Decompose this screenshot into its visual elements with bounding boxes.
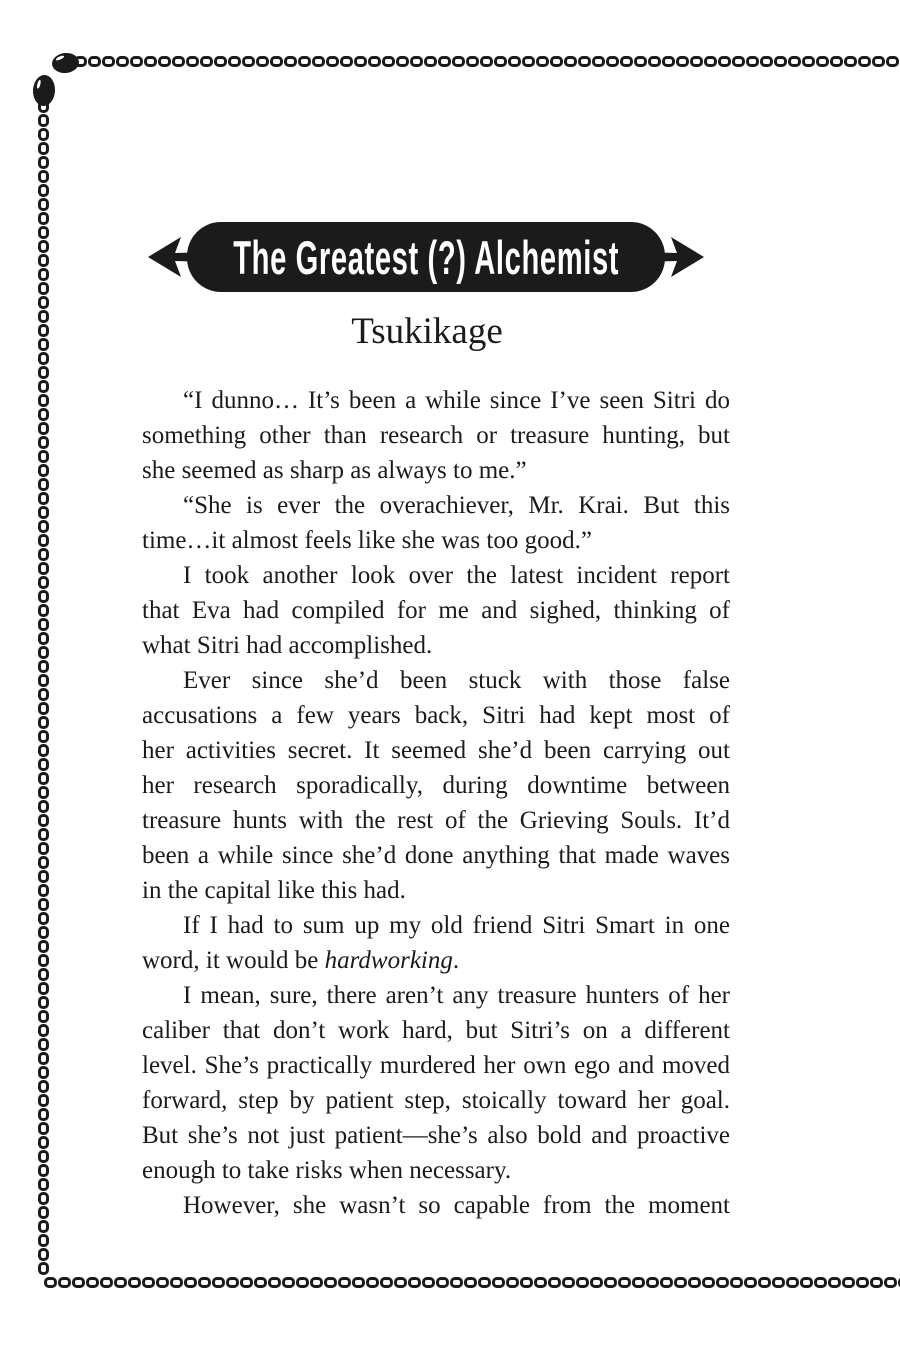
chain-link	[662, 56, 675, 67]
chain-link	[800, 1277, 813, 1288]
chain-link	[156, 1277, 169, 1288]
text-line: word, it would be hardworking.	[142, 947, 460, 974]
chain-link	[550, 56, 563, 67]
chain-link	[648, 56, 661, 67]
chain-link	[226, 1277, 239, 1288]
chain-link	[38, 1094, 49, 1107]
chain-link	[438, 56, 451, 67]
chain-link	[38, 184, 49, 197]
chain-link	[38, 506, 49, 519]
text-line: But she’s not just patient—she’s also bold and proactive	[142, 1122, 730, 1149]
chain-link	[38, 716, 49, 729]
chain-link	[326, 56, 339, 67]
chain-link	[38, 1178, 49, 1191]
chain-link	[38, 268, 49, 281]
chain-link	[38, 296, 49, 309]
chain-link	[758, 1277, 771, 1288]
text-line: something other than research or treasure hunting, but	[142, 422, 730, 449]
chain-link	[632, 1277, 645, 1288]
chain-link	[660, 1277, 673, 1288]
chain-link	[38, 450, 49, 463]
chain-link	[282, 1277, 295, 1288]
chain-link	[38, 128, 49, 141]
text-line: forward, step by patient step, stoically toward her goal.	[142, 1087, 730, 1114]
chain-link	[38, 604, 49, 617]
chain-link	[802, 56, 815, 67]
chain-link	[38, 240, 49, 253]
chain-link	[198, 1277, 211, 1288]
chain-link	[842, 1277, 855, 1288]
chain-link	[38, 674, 49, 687]
text-line: accusations a few years back, Sitri had kept most of	[142, 702, 730, 729]
chain-link	[242, 56, 255, 67]
chain-link	[352, 1277, 365, 1288]
chain-link	[620, 56, 633, 67]
chain-link	[744, 1277, 757, 1288]
chain-link	[298, 56, 311, 67]
chain-link	[746, 56, 759, 67]
chain-link	[158, 56, 171, 67]
chain-link	[38, 1164, 49, 1177]
chain-link	[38, 912, 49, 925]
chain-link	[786, 1277, 799, 1288]
chain-link	[38, 156, 49, 169]
chain-link	[340, 56, 353, 67]
chain-link	[562, 1277, 575, 1288]
chain-link	[592, 56, 605, 67]
text-line: time…it almost feels like she was too good.”	[142, 527, 592, 554]
chain-link	[58, 1277, 71, 1288]
chain-link	[590, 1277, 603, 1288]
chain-link	[38, 856, 49, 869]
chain-link	[816, 56, 829, 67]
body-text	[142, 383, 730, 1223]
chain-link	[268, 1277, 281, 1288]
chain-link	[38, 492, 49, 505]
chain-link	[38, 254, 49, 267]
chain-link	[38, 632, 49, 645]
chain-link	[212, 1277, 225, 1288]
chain-link	[74, 56, 87, 67]
chain-link	[186, 56, 199, 67]
chain-link	[38, 478, 49, 491]
chain-link	[38, 1024, 49, 1037]
chain-link	[38, 352, 49, 365]
chain-link	[38, 1038, 49, 1051]
chain-link	[730, 1277, 743, 1288]
chain-link	[254, 1277, 267, 1288]
chain-link	[576, 1277, 589, 1288]
chain-link	[200, 56, 213, 67]
chain-link	[310, 1277, 323, 1288]
chain-link	[72, 1277, 85, 1288]
chain-link	[548, 1277, 561, 1288]
text-line: in the capital like this had.	[142, 877, 406, 904]
chapter-title: The Greatest (?) Alchemist	[233, 230, 619, 284]
chain-link	[38, 534, 49, 547]
chain-link	[506, 1277, 519, 1288]
chain-link	[870, 1277, 883, 1288]
text-line: However, she wasn’t so capable from the moment	[183, 1192, 730, 1219]
chain-link	[38, 954, 49, 967]
text-line: I took another look over the latest incident report	[183, 562, 730, 589]
chain-link	[270, 56, 283, 67]
chain-link	[646, 1277, 659, 1288]
chain-link	[450, 1277, 463, 1288]
chain-link	[788, 56, 801, 67]
chain-link	[38, 464, 49, 477]
chain-link	[128, 1277, 141, 1288]
chain-link	[38, 786, 49, 799]
chain-link	[38, 842, 49, 855]
text-line: been a while since she’d done anything that made waves	[142, 842, 730, 869]
section-subtitle: Tsukikage	[351, 311, 503, 352]
chain-link	[38, 870, 49, 883]
chain-link	[38, 660, 49, 673]
chain-link	[382, 56, 395, 67]
chain-link	[718, 56, 731, 67]
text-line: “She is ever the overachiever, Mr. Krai. But this	[183, 492, 730, 519]
chain-link	[886, 56, 899, 67]
chain-link	[38, 926, 49, 939]
chain-link	[354, 56, 367, 67]
chain-link	[492, 1277, 505, 1288]
chain-link	[38, 618, 49, 631]
chain-link	[338, 1277, 351, 1288]
chain-border-left	[38, 100, 51, 1276]
chain-link	[38, 982, 49, 995]
chain-link	[618, 1277, 631, 1288]
text-line: caliber that don’t work hard, but Sitri’s on a different	[142, 1017, 730, 1044]
chain-link	[38, 366, 49, 379]
chain-link	[102, 56, 115, 67]
chain-link	[38, 590, 49, 603]
chain-link	[228, 56, 241, 67]
banner-plate	[187, 222, 665, 292]
chain-link	[38, 968, 49, 981]
chain-link	[312, 56, 325, 67]
chain-link	[38, 1192, 49, 1205]
chain-border-top	[74, 56, 900, 69]
chain-link	[410, 56, 423, 67]
chain-link	[86, 1277, 99, 1288]
chain-link	[394, 1277, 407, 1288]
text-line: Ever since she’d been stuck with those false	[183, 667, 730, 694]
chain-link	[38, 212, 49, 225]
chain-link	[38, 688, 49, 701]
chain-link	[716, 1277, 729, 1288]
chain-border-bottom	[44, 1277, 900, 1290]
chain-link	[38, 436, 49, 449]
chain-link	[38, 1234, 49, 1247]
chain-link	[284, 56, 297, 67]
text-line: what Sitri had accomplished.	[142, 632, 433, 659]
chain-link	[38, 394, 49, 407]
text-line: treasure hunts with the rest of the Grieving Souls. It’d	[142, 807, 730, 834]
chain-link	[606, 56, 619, 67]
chain-link	[38, 1010, 49, 1023]
chain-link	[38, 1080, 49, 1093]
chain-link	[38, 1150, 49, 1163]
chain-link	[38, 1262, 49, 1275]
chain-link	[732, 56, 745, 67]
chain-link	[38, 562, 49, 575]
chain-link	[38, 422, 49, 435]
chain-link	[844, 56, 857, 67]
chain-link	[814, 1277, 827, 1288]
chain-link	[466, 56, 479, 67]
chain-link	[396, 56, 409, 67]
chain-link	[38, 1220, 49, 1233]
text-line: enough to take risks when necessary.	[142, 1157, 512, 1184]
chain-link	[240, 1277, 253, 1288]
chain-link	[38, 170, 49, 183]
chain-link	[674, 1277, 687, 1288]
chain-link	[828, 1277, 841, 1288]
chain-link	[688, 1277, 701, 1288]
chain-link	[172, 56, 185, 67]
chain-link	[142, 1277, 155, 1288]
chain-link	[324, 1277, 337, 1288]
chain-link	[872, 56, 885, 67]
chain-link	[38, 744, 49, 757]
text-line: level. She’s practically murdered her own ego and moved	[142, 1052, 730, 1079]
chain-link	[144, 56, 157, 67]
chain-link	[774, 56, 787, 67]
chain-link	[38, 1066, 49, 1079]
chain-link	[578, 56, 591, 67]
chapter-banner	[148, 222, 704, 292]
chain-link	[38, 702, 49, 715]
chain-link	[38, 772, 49, 785]
chain-link	[38, 996, 49, 1009]
chain-link	[564, 56, 577, 67]
chain-link	[38, 814, 49, 827]
chain-link	[38, 100, 49, 113]
chain-link	[520, 1277, 533, 1288]
chain-link	[88, 56, 101, 67]
chain-link	[256, 56, 269, 67]
chain-link	[170, 1277, 183, 1288]
chain-link	[38, 1052, 49, 1065]
chain-link	[38, 282, 49, 295]
chain-link	[676, 56, 689, 67]
chain-link	[702, 1277, 715, 1288]
chain-link	[772, 1277, 785, 1288]
chain-link	[534, 1277, 547, 1288]
chain-link	[38, 114, 49, 127]
chain-link	[296, 1277, 309, 1288]
chain-link	[38, 1122, 49, 1135]
chain-link	[214, 56, 227, 67]
chain-link	[494, 56, 507, 67]
chain-link	[38, 646, 49, 659]
chain-link	[536, 56, 549, 67]
chain-link	[38, 380, 49, 393]
chain-link	[38, 548, 49, 561]
chain-link	[38, 1248, 49, 1261]
chain-link	[760, 56, 773, 67]
chain-link	[38, 142, 49, 155]
text-line: If I had to sum up my old friend Sitri Smart in one	[183, 912, 730, 939]
chain-link	[508, 56, 521, 67]
chain-link	[408, 1277, 421, 1288]
chain-link	[38, 520, 49, 533]
text-line: “I dunno… It’s been a while since I’ve seen Sitri do	[183, 387, 730, 414]
chain-link	[424, 56, 437, 67]
chain-link	[38, 800, 49, 813]
chain-link	[368, 56, 381, 67]
text-line: she seemed as sharp as always to me.”	[142, 457, 527, 484]
chain-link	[634, 56, 647, 67]
text-line: that Eva had compiled for me and sighed, thinking of	[142, 597, 730, 624]
text-line: her research sporadically, during downtime between	[142, 772, 730, 799]
chain-link	[38, 226, 49, 239]
text-line: I mean, sure, there aren’t any treasure hunters of her	[183, 982, 730, 1009]
chain-link	[44, 1277, 57, 1288]
chain-link	[704, 56, 717, 67]
chain-link	[38, 198, 49, 211]
chain-link	[38, 338, 49, 351]
chain-link	[114, 1277, 127, 1288]
chain-link	[38, 884, 49, 897]
chain-link	[480, 56, 493, 67]
chain-link	[436, 1277, 449, 1288]
chain-link	[184, 1277, 197, 1288]
chain-link	[38, 828, 49, 841]
chain-link	[38, 730, 49, 743]
chain-link	[38, 1206, 49, 1219]
chain-link	[38, 940, 49, 953]
chain-link	[884, 1277, 897, 1288]
chain-link	[604, 1277, 617, 1288]
chain-link	[100, 1277, 113, 1288]
chain-link	[366, 1277, 379, 1288]
text-line: her activities secret. It seemed she’d been carrying out	[142, 737, 730, 764]
chain-link	[422, 1277, 435, 1288]
chain-link	[38, 898, 49, 911]
chain-link	[478, 1277, 491, 1288]
chain-link	[38, 310, 49, 323]
chain-link	[38, 576, 49, 589]
chain-link	[858, 56, 871, 67]
chain-link	[856, 1277, 869, 1288]
chain-link	[464, 1277, 477, 1288]
chain-link	[452, 56, 465, 67]
chain-link	[38, 324, 49, 337]
chain-link	[380, 1277, 393, 1288]
chain-link	[38, 1136, 49, 1149]
chain-link	[130, 56, 143, 67]
chain-link	[116, 56, 129, 67]
chain-link	[38, 758, 49, 771]
chain-link	[690, 56, 703, 67]
chain-link	[522, 56, 535, 67]
chain-link	[38, 408, 49, 421]
chain-link	[830, 56, 843, 67]
chain-link	[38, 1108, 49, 1121]
